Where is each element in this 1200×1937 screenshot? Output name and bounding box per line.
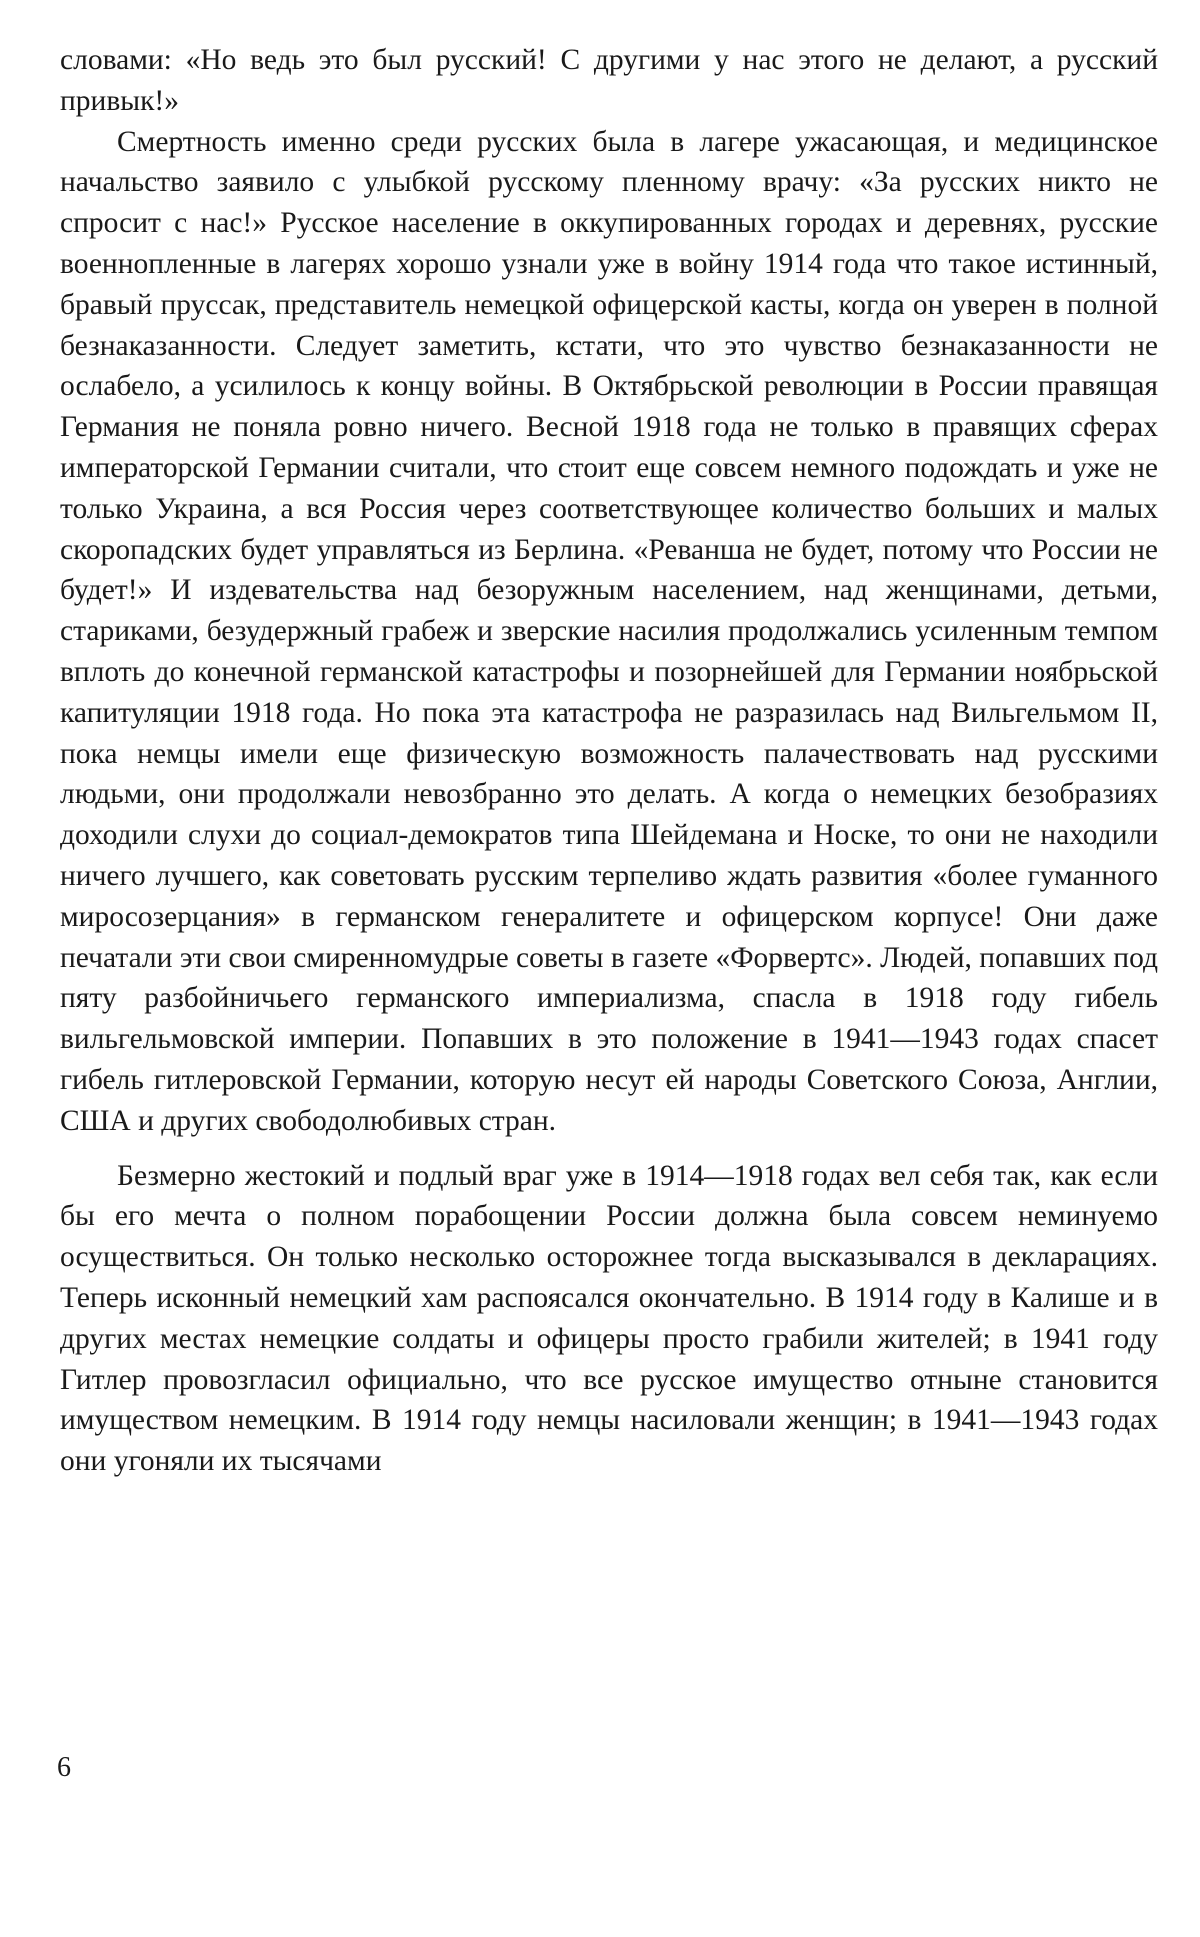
page-number: 6: [57, 1752, 71, 1783]
paragraph-continuation: словами: «Но ведь это был русский! С другими у нас этого не делают, а русский привык!»: [60, 44, 1158, 117]
paragraph-cruel-enemy: Безмерно жестокий и подлый враг уже в 1914—1918 годах вел себя так, как если бы его мечта о полном порабощении России должна была совсем неминуемо осуществиться. Он только несколько осторожнее тогда высказывался в декларациях. Теперь исконный немецкий хам распоясался окончательно. В 1914 году в Калише и в других местах немецкие солдаты и офицеры просто грабили жителей; в 1941 году Гитлер провозгласил официально, что все русское имущество отныне становится имуществом немецким. В 1914 году немцы насиловали женщин; в 1941—1943 годах они угоняли их тысячами: [60, 1159, 1158, 1478]
paragraph-mortality: Смертность именно среди русских была в лагере ужасающая, и медицинское начальство заявило с улыбкой русскому пленному врачу: «За русских никто не спросит с нас!» Русское население в оккупированных городах и деревнях, русские военнопленные в лагерях хорошо узнали уже в войну 1914 года что такое истинный, бравый пруссак, представитель немецкой офицерской касты, когда он уверен в полной безнаказанности. Следует заметить, кстати, что это чувство безнаказанности не ослабело, а усилилось к концу войны. В Октябрьской революции в России правящая Германия не поняла ровно ничего. Весной 1918 года не только в правящих сферах императорской Германии считали, что стоит еще совсем немного подождать и уже не только Украина, а вся Россия через соответствующее количество больших и малых скоропадских будет управляться из Берлина. «Реванша не будет, потому что России не будет!» И издевательства над безоружным населением, над женщинами, детьми, стариками, безудержный грабеж и зверские насилия продолжались усиленным темпом вплоть до конечной германской катастрофы и позорнейшей для Германии ноябрьской капитуляции 1918 года. Но пока эта катастрофа не разразилась над Вильгельмом II, пока немцы имели еще физическую возможность палачествовать над русскими людьми, они продолжали невозбранно это делать. А когда о немецких безобразиях доходили слухи до социал-демократов типа Шейдемана и Носке, то они не находили ничего лучшего, как советовать русским терпеливо ждать развития «более гуманного миросозерцания» в германском генералитете и офицерском корпусе! Они даже печатали эти свои смиренномудрые советы в газете «Форвертс». Людей, попавших под пяту разбойничьего германского империализма, спасла в 1918 году гибель вильгельмовской империи. Попавших в это положение в 1941—1943 годах спасет гибель гитлеровской Германии, которую несут ей народы Советского Союза, Англии, США и других свободолюбивых стран.: [60, 125, 1158, 1137]
body-text: [60, 40, 1158, 1482]
